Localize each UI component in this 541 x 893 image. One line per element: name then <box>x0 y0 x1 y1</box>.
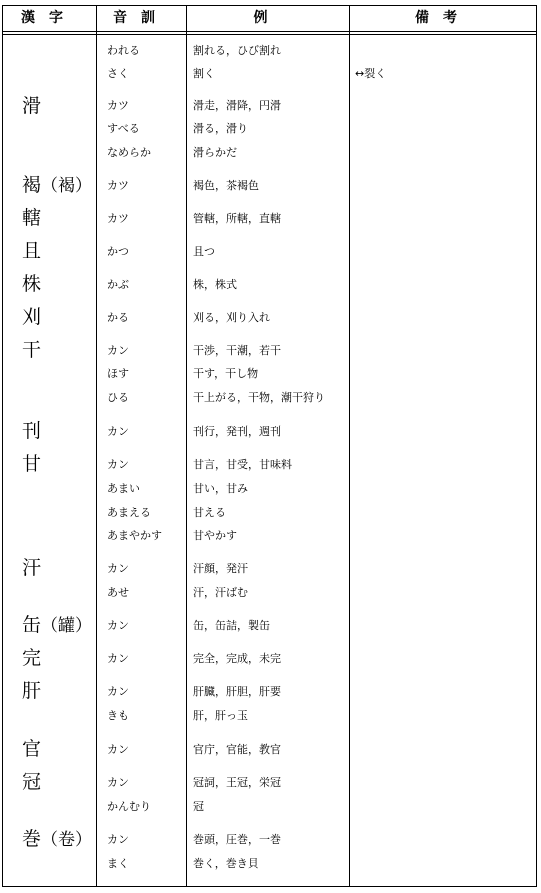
reading-cell: カン <box>107 685 129 698</box>
reading-cell: あまえる <box>107 506 151 519</box>
reading-cell: ひる <box>107 391 129 404</box>
kanji-character: 褐 <box>22 174 42 196</box>
reading-cell: きも <box>107 709 129 722</box>
kanji-character: 肝 <box>22 680 42 702</box>
example-cell: 肝，肝っ玉 <box>193 709 248 722</box>
kanji-variant: （卷） <box>41 830 93 850</box>
kanji-cell <box>22 273 41 295</box>
reading-cell: すべる <box>107 122 140 135</box>
example-cell: 干上がる，干物，潮干狩り <box>193 391 325 404</box>
reading-cell: まく <box>107 857 129 870</box>
reading-cell: カン <box>107 458 129 471</box>
example-cell: 褐色，茶褐色 <box>193 179 259 192</box>
kanji-cell <box>22 647 41 669</box>
kanji-character: 刈 <box>22 306 42 328</box>
example-cell: 巻く，巻き貝 <box>193 857 259 870</box>
reading-cell: あまやかす <box>107 529 162 542</box>
kanji-character: 刊 <box>22 420 42 442</box>
header-example: 例 <box>253 10 282 26</box>
kanji-cell <box>22 240 41 262</box>
example-cell: 滑らかだ <box>193 146 237 159</box>
kanji-character: 轄 <box>22 207 42 229</box>
example-cell: 完全，完成，未完 <box>193 652 281 665</box>
reading-cell: カツ <box>107 212 129 225</box>
reading-cell: カン <box>107 776 129 789</box>
kanji-cell <box>22 771 41 793</box>
example-cell: 刊行，発刊，週刊 <box>193 425 281 438</box>
example-cell: 滑る，滑り <box>193 122 248 135</box>
reading-cell: カン <box>107 833 129 846</box>
example-cell: 干渉，干潮，若干 <box>193 344 281 357</box>
kanji-cell <box>22 453 41 475</box>
reading-cell: かぶ <box>107 278 129 291</box>
example-cell: 割く <box>193 67 215 80</box>
kanji-cell <box>22 680 41 702</box>
header-divider <box>2 34 537 35</box>
example-cell: 冠 <box>193 800 204 813</box>
example-cell: 刈る，刈り入れ <box>193 311 270 324</box>
reading-cell: かる <box>107 311 129 324</box>
kanji-cell <box>22 557 41 579</box>
reading-cell: カン <box>107 652 129 665</box>
kanji-character: 甘 <box>22 453 42 475</box>
reading-cell: カン <box>107 562 129 575</box>
example-cell: 甘い，甘み <box>193 482 248 495</box>
example-cell: 汗顔，発汗 <box>193 562 248 575</box>
example-cell: 割れる，ひび割れ <box>193 44 281 57</box>
kanji-character: 巻 <box>22 828 42 850</box>
kanji-character: 官 <box>22 738 42 760</box>
kanji-character: 株 <box>22 273 42 295</box>
header-kanji: 漢字 <box>21 10 77 26</box>
example-cell: 株，株式 <box>193 278 237 291</box>
kanji-cell <box>22 738 41 760</box>
reading-cell: カツ <box>107 179 129 192</box>
reading-cell: あせ <box>107 586 129 599</box>
header-note: 備考 <box>415 10 471 26</box>
kanji-character: 滑 <box>22 95 42 117</box>
example-cell: 甘言，甘受，甘味料 <box>193 458 292 471</box>
kanji-cell <box>22 207 41 229</box>
reading-cell: あまい <box>107 482 140 495</box>
note-cell: ↔裂く <box>355 67 387 80</box>
example-cell: 且つ <box>193 245 215 258</box>
kanji-cell <box>22 95 41 117</box>
kanji-cell <box>22 828 92 851</box>
kanji-character: 缶 <box>22 614 42 636</box>
kanji-variant: （罐） <box>41 616 93 636</box>
header-reading: 音訓 <box>113 10 169 26</box>
example-cell: 滑走，滑降，円滑 <box>193 99 281 112</box>
kanji-cell <box>22 174 92 197</box>
example-cell: 缶，缶詰，製缶 <box>193 619 270 632</box>
kanji-character: 汗 <box>22 557 42 579</box>
reading-cell: なめらか <box>107 146 151 159</box>
reading-cell: かんむり <box>107 800 151 813</box>
header-divider <box>2 31 537 32</box>
example-cell: 甘える <box>193 506 226 519</box>
kanji-character: 冠 <box>22 771 42 793</box>
kanji-cell <box>22 339 41 361</box>
example-cell: 甘やかす <box>193 529 237 542</box>
kanji-variant: （褐） <box>41 176 93 196</box>
kanji-character: 且 <box>22 240 42 262</box>
reading-cell: カン <box>107 344 129 357</box>
reading-cell: われる <box>107 44 140 57</box>
example-cell: 巻頭，圧巻，一巻 <box>193 833 281 846</box>
reading-cell: かつ <box>107 245 129 258</box>
example-cell: 干す，干し物 <box>193 367 259 380</box>
example-cell: 官庁，官能，教官 <box>193 743 281 756</box>
kanji-character: 干 <box>22 339 42 361</box>
kanji-cell <box>22 420 41 442</box>
kanji-character: 完 <box>22 647 42 669</box>
column-divider <box>186 5 187 887</box>
reading-cell: カン <box>107 425 129 438</box>
example-cell: 汗，汗ばむ <box>193 586 248 599</box>
reading-cell: カン <box>107 619 129 632</box>
column-divider <box>96 5 97 887</box>
reading-cell: さく <box>107 67 129 80</box>
column-divider <box>349 5 350 887</box>
reading-cell: カツ <box>107 99 129 112</box>
reading-cell: カン <box>107 743 129 756</box>
kanji-cell <box>22 614 92 637</box>
reading-cell: ほす <box>107 367 129 380</box>
kanji-cell <box>22 306 41 328</box>
example-cell: 肝臓，肝胆，肝要 <box>193 685 281 698</box>
example-cell: 冠詞，王冠，栄冠 <box>193 776 281 789</box>
example-cell: 管轄，所轄，直轄 <box>193 212 281 225</box>
